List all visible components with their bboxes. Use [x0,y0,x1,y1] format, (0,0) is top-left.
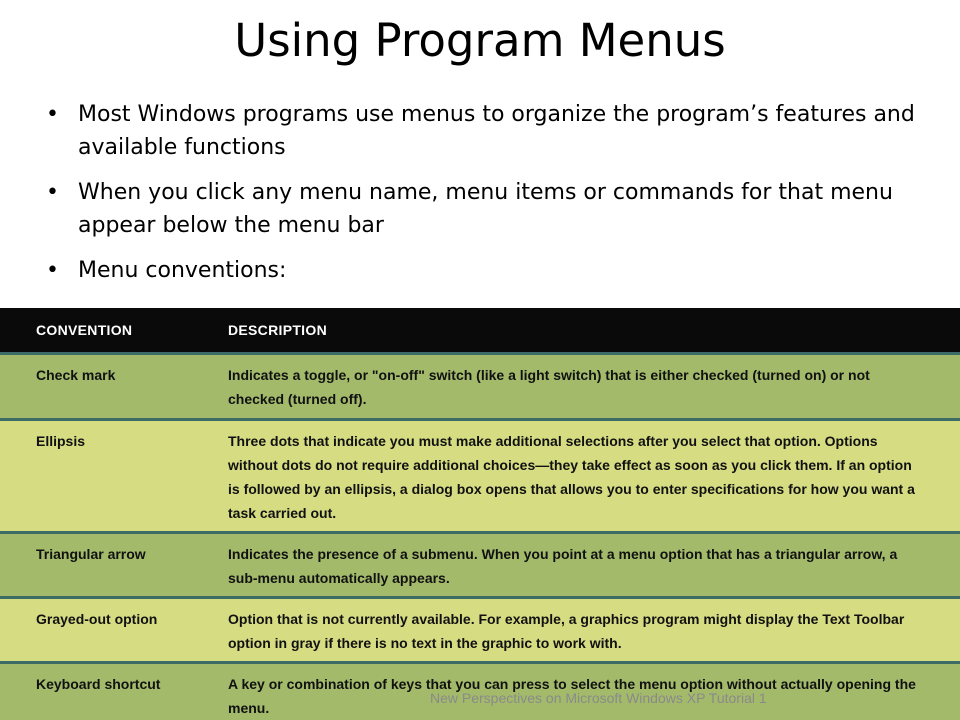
convention-cell: Ellipsis [0,420,222,533]
convention-cell: Keyboard shortcut [0,663,222,720]
bullet-dot-icon: • [46,180,59,205]
bullet-dot-icon: • [46,258,59,283]
table-row [0,598,960,663]
bullet-item [46,98,916,164]
description-cell: A key or combination of keys that you can press to select the menu option without actually opening the menu. [222,663,960,720]
description-cell: Indicates the presence of a submenu. When you point at a menu option that has a triangular arrow, a sub-menu automatically appears. [222,533,960,598]
bullet-dot-icon: • [46,102,59,127]
convention-cell: Check mark [0,354,222,420]
slide-footer: New Perspectives on Microsoft Windows XP Tutorial 1 [430,690,767,706]
convention-cell: Triangular arrow [0,533,222,598]
bullet-list [46,98,916,299]
bullet-text: Menu conventions: [78,258,287,283]
description-cell: Indicates a toggle, or "on-off" switch (like a light switch) that is either checked (turned on) or not checked (turned off). [222,354,960,420]
table-header-row [0,308,960,354]
bullet-item [46,254,916,287]
description-cell: Three dots that indicate you must make additional selections after you select that option. Options without dots do not require additional choices—they take effect as soon as you click them. If an option is followed by an ellipsis, a dialog box opens that allows you to enter specifications for how you want a task carried out. [222,420,960,533]
table-row [0,533,960,598]
bullet-item [46,176,916,242]
menu-conventions-table [0,308,960,720]
bullet-text: When you click any menu name, menu items or commands for that menu appear below the menu bar [78,180,893,238]
header-description: DESCRIPTION [222,308,960,354]
slide-title: Using Program Menus [234,14,726,67]
bullet-text: Most Windows programs use menus to organize the program’s features and available functions [78,102,915,160]
header-convention: CONVENTION [0,308,222,354]
description-cell: Option that is not currently available. For example, a graphics program might display the Text Toolbar option in gray if there is no text in the graphic to work with. [222,598,960,663]
table-row [0,420,960,533]
convention-cell: Grayed-out option [0,598,222,663]
table-row [0,354,960,420]
